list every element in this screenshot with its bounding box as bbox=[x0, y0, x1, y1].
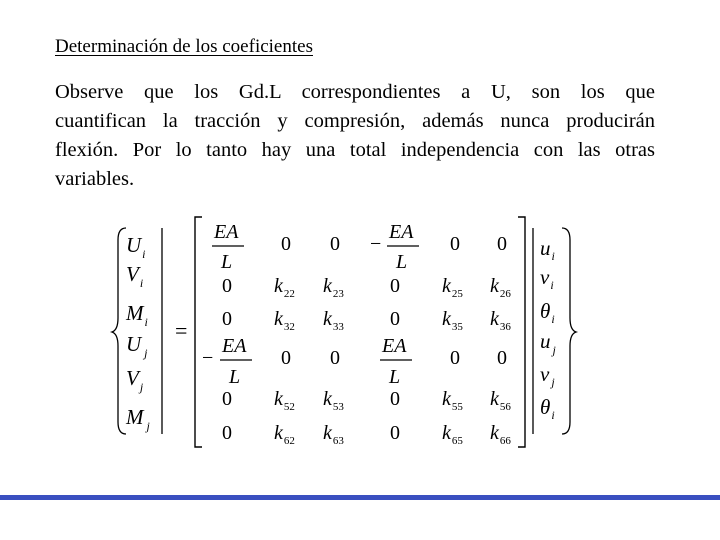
force-entry: M $_j$ bbox=[126, 405, 150, 433]
displacement-entry: v $_j$ bbox=[540, 362, 555, 389]
l-denominator: L bbox=[389, 366, 401, 388]
l-denominator: L bbox=[396, 251, 408, 273]
zero-entry: 0 bbox=[222, 388, 232, 410]
k-entry: $k_{66}$ bbox=[490, 422, 511, 447]
matrix-row-2 bbox=[222, 275, 511, 300]
paragraph-line: Observe que los Gd.L correspondientes a U, son los que bbox=[55, 81, 655, 103]
paragraph-line: flexión. Por lo tanto hay una total independencia con las otras bbox=[55, 139, 655, 161]
k-entry: $k_{35}$ bbox=[442, 308, 463, 333]
force-entry: U $_j$ bbox=[126, 332, 148, 360]
displacement-entry: $u_i$ bbox=[540, 236, 555, 263]
zero-entry: 0 bbox=[330, 233, 340, 255]
zero-entry: 0 bbox=[222, 275, 232, 297]
force-vector bbox=[125, 233, 151, 433]
l-denominator: L bbox=[229, 366, 241, 388]
matrix-row-1 bbox=[212, 221, 507, 273]
displacement-entry: $v_i$ bbox=[540, 265, 554, 292]
displacement-entry: $\theta_i$ bbox=[540, 395, 555, 422]
ea-numerator: EA bbox=[389, 221, 414, 243]
k-entry: $k_{62}$ bbox=[274, 422, 295, 447]
displacement-vector bbox=[540, 236, 557, 422]
k-entry: $k_{33}$ bbox=[323, 308, 344, 333]
right-brace bbox=[562, 228, 576, 434]
paragraph-line: cuantifican la tracción y compresión, además nunca producirán bbox=[55, 110, 655, 132]
k-entry: $k_{22}$ bbox=[274, 275, 295, 300]
minus-sign: − bbox=[370, 233, 382, 255]
force-entry: $V_j$ bbox=[126, 366, 144, 394]
equals-sign: = bbox=[175, 318, 188, 343]
matrix-left-bracket bbox=[195, 217, 202, 447]
ea-numerator: EA bbox=[222, 335, 247, 357]
k-entry: $k_{32}$ bbox=[274, 308, 295, 333]
k-entry: $k_{23}$ bbox=[323, 275, 344, 300]
k-entry: $k_{55}$ bbox=[442, 388, 463, 413]
matrix-row-6 bbox=[222, 422, 511, 447]
k-entry: $k_{52}$ bbox=[274, 388, 295, 413]
k-entry: $k_{25}$ bbox=[442, 275, 463, 300]
matrix-row-3 bbox=[222, 308, 511, 333]
force-entry: $M_i$ bbox=[126, 301, 148, 329]
k-entry: $k_{56}$ bbox=[490, 388, 511, 413]
zero-entry: 0 bbox=[450, 233, 460, 255]
zero-entry: 0 bbox=[390, 388, 400, 410]
minus-sign: − bbox=[202, 347, 214, 369]
zero-entry: 0 bbox=[390, 275, 400, 297]
k-entry: $k_{65}$ bbox=[442, 422, 463, 447]
slide-title: Determinación de los coeficientes bbox=[55, 36, 313, 57]
zero-entry: 0 bbox=[281, 233, 291, 255]
zero-entry: 0 bbox=[330, 347, 340, 369]
paragraph-line: variables. bbox=[55, 168, 135, 190]
zero-entry: 0 bbox=[390, 422, 400, 444]
displacement-entry: $\theta_i$ bbox=[540, 299, 555, 326]
k-entry: $k_{53}$ bbox=[323, 388, 344, 413]
zero-entry: 0 bbox=[450, 347, 460, 369]
ea-numerator: EA bbox=[214, 221, 239, 243]
zero-entry: 0 bbox=[222, 422, 232, 444]
matrix-row-4 bbox=[202, 335, 507, 388]
l-denominator: L bbox=[221, 251, 233, 273]
footer-accent-bar bbox=[0, 495, 720, 500]
ea-numerator: EA bbox=[382, 335, 407, 357]
force-entry: $U_i$ bbox=[126, 233, 146, 261]
zero-entry: 0 bbox=[497, 233, 507, 255]
k-entry: $k_{36}$ bbox=[490, 308, 511, 333]
zero-entry: 0 bbox=[497, 347, 507, 369]
k-entry: $k_{63}$ bbox=[323, 422, 344, 447]
matrix-right-bracket bbox=[518, 217, 525, 447]
zero-entry: 0 bbox=[222, 308, 232, 330]
matrix-row-5 bbox=[222, 388, 511, 413]
left-brace bbox=[112, 228, 126, 434]
displacement-entry: u $_j$ bbox=[540, 329, 556, 357]
force-entry: $V_i$ bbox=[126, 262, 144, 290]
zero-entry: 0 bbox=[390, 308, 400, 330]
zero-entry: 0 bbox=[281, 347, 291, 369]
k-entry: $k_{26}$ bbox=[490, 275, 511, 300]
